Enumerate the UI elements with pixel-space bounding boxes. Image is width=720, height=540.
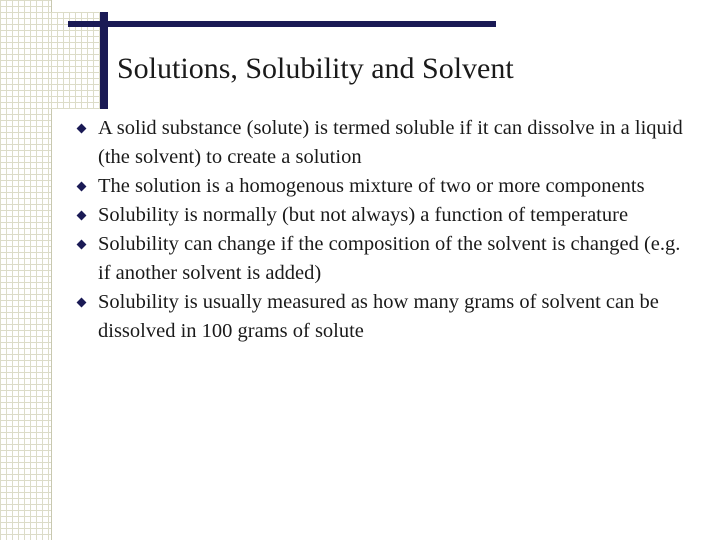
title-accent-vertical-bar: [100, 12, 108, 109]
bullet-list: [73, 114, 693, 346]
bullet-item: [73, 230, 693, 288]
decorative-grid-strip: [0, 0, 51, 540]
bullet-item: [73, 288, 693, 346]
bullet-item: [73, 172, 693, 201]
diamond-bullet-icon: [77, 298, 87, 308]
diamond-bullet-icon: [77, 182, 87, 192]
title-accent-bar: [68, 21, 496, 27]
bullet-text: Solubility is normally (but not always) a function of temperature: [98, 204, 629, 226]
diamond-bullet-icon: [77, 124, 87, 134]
bullet-text: Solubility can change if the composition of the solvent is changed (e.g. if another solvent is added): [98, 233, 681, 284]
diamond-bullet-icon: [77, 240, 87, 250]
slide-title: Solutions, Solubility and Solvent: [117, 52, 514, 85]
bullet-item: [73, 114, 693, 172]
bullet-text: A solid substance (solute) is termed soluble if it can dissolve in a liquid (the solvent) to create a solution: [98, 117, 683, 168]
bullet-item: [73, 201, 693, 230]
diamond-bullet-icon: [77, 211, 87, 221]
bullet-text: Solubility is usually measured as how many grams of solvent can be dissolved in 100 grams of solute: [98, 291, 659, 342]
bullet-text: The solution is a homogenous mixture of two or more components: [98, 175, 645, 197]
